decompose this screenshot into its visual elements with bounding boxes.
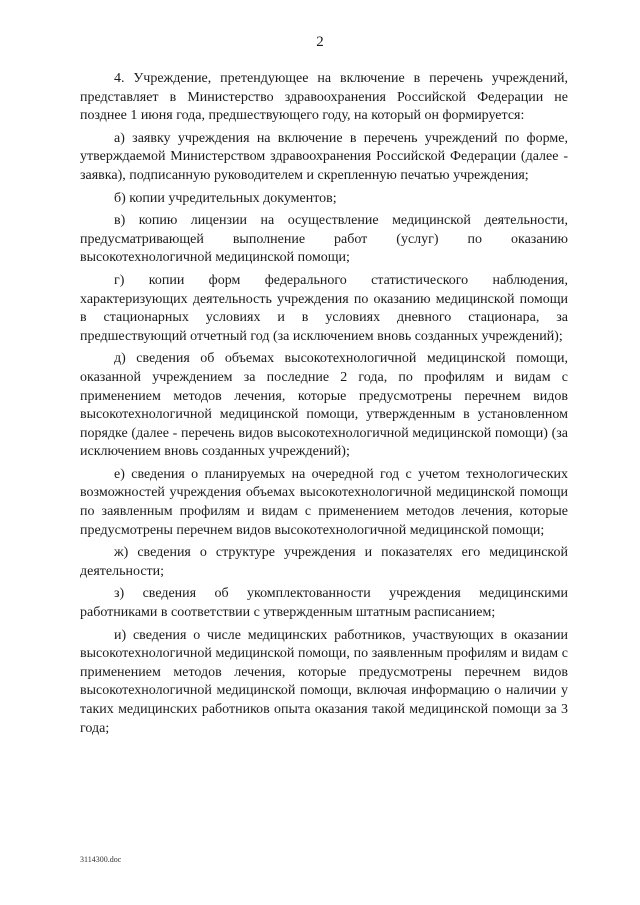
paragraph-item-zh: ж) сведения о структуре учреждения и показателях его медицинской деятельности; [80,545,568,579]
document-body [80,70,568,742]
paragraph-item-4: 4. Учреждение, претендующее на включение в перечень учреждений, представляет в Министерство здравоохранения Российской Федерации не позднее 1 июня года, предшествующего году, на который он формируется: [80,71,568,124]
paragraph-item-a: а) заявку учреждения на включение в перечень учреждений по форме, утверждаемой Министерством здравоохранения Российской Федерации (далее - заявка), подписанную руководителем и скрепленную печатью учреждения; [80,130,568,183]
paragraph-item-g: г) копии форм федерального статистического наблюдения, характеризующих деятельность учреждения по оказанию медицинской помощи в стационарных условиях и в условиях дневного стационара, за предшествующий отчетный год (за исключением вновь созданных учреждений); [80,272,568,344]
paragraph-item-e: е) сведения о планируемых на очередной год с учетом технологических возможностей учреждения объемах высокотехнологичной медицинской помощи по заявленным профилям и видам с применением методов лечения, которые предусмотрены перечнем видов высокотехнологичной медицинской помощи; [80,466,568,538]
paragraph-item-z: з) сведения об укомплектованности учреждения медицинскими работниками в соответствии с утвержденным штатным расписанием; [80,586,568,621]
paragraph-item-v: в) копию лицензии на осуществление медицинской деятельности, предусматривающей выполнение работ (услуг) по оказанию высокотехнологичной медицинской помощи; [80,213,568,266]
document-file-code: 3114300.doc [80,855,122,864]
page-number: 2 [316,34,324,50]
paragraph-item-d: д) сведения об объемах высокотехнологичной медицинской помощи, оказанной учреждением за последние 2 года, по профилям и видам с применением методов лечения, которые предусмотрены перечнем видов высокотехнологичной медицинской помощи, утвержденным в установленном порядке (далее - перечень видов высокотехнологичной медицинской помощи) (за исключением вновь созданных учреждений); [80,351,568,460]
paragraph-item-b: б) копии учредительных документов; [114,190,337,206]
paragraph-item-i: и) сведения о числе медицинских работников, участвующих в оказании высокотехнологичной медицинской помощи, по заявленным профилям и видам с применением методов лечения, которые предусмотрены перечнем видов высокотехнологичной медицинской помощи, включая информацию о наличии у таких медицинских работников опыта оказания такой медицинской помощи за 3 года; [80,627,568,736]
